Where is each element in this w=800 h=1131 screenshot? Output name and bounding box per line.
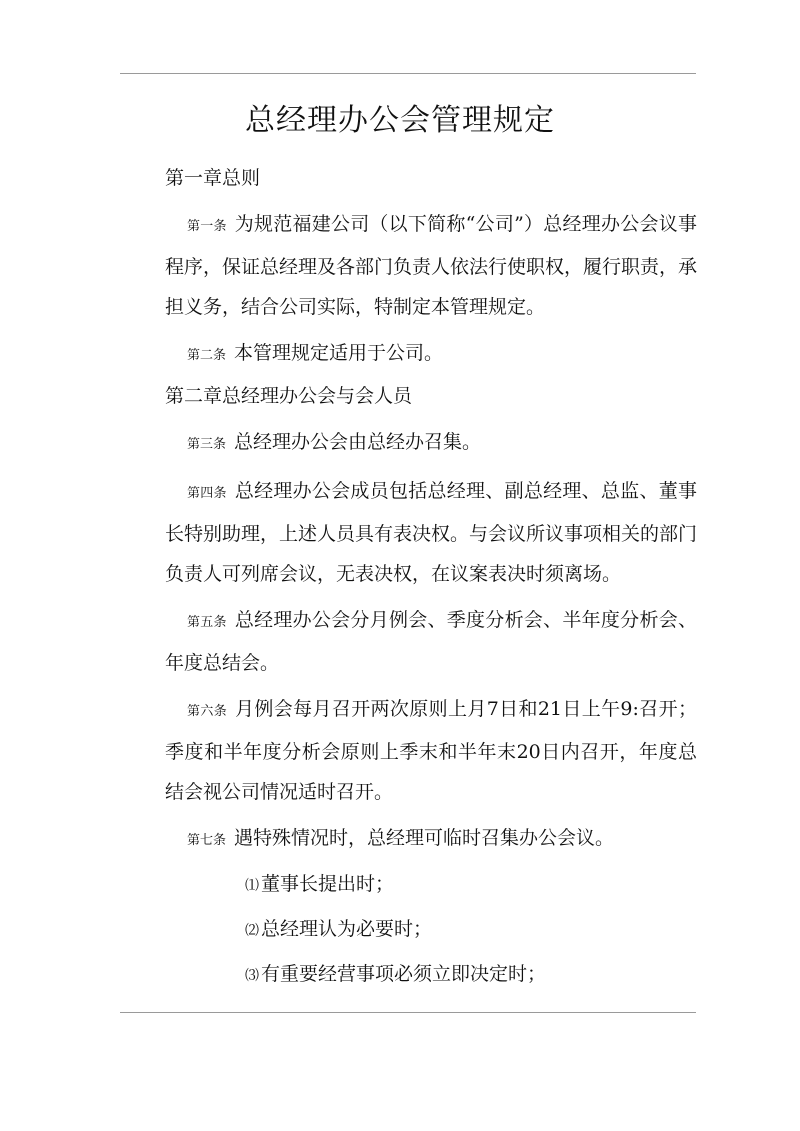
article-text: 总经理办公会成员包括总经理、副总经理、总监、董事长特别助理，上述人员具有表决权。与会议所议事项相关的部门负责人可列席会议，无表决权，在议案表决时须离场。 <box>165 480 698 585</box>
top-rule <box>120 73 696 74</box>
article-6 <box>165 689 697 812</box>
list-item-number: ⑵ <box>245 923 259 939</box>
list-item-number: ⑶ <box>245 968 259 984</box>
chapter-heading-1: 第一章总则 <box>165 167 261 189</box>
article-number: 第五条 <box>187 615 227 630</box>
article-7 <box>165 818 697 861</box>
list-item-number: ⑴ <box>245 878 259 894</box>
article-text: 为规范福建公司（以下简称“公司”）总经理办公会议事程序，保证总经理及各部门负责人依法行使职权，履行职责，承担义务，结合公司实际，特制定本管理规定。 <box>165 213 698 318</box>
article-1 <box>165 204 697 327</box>
list-item <box>165 864 697 906</box>
article-number: 第七条 <box>187 833 227 848</box>
article-number: 第四条 <box>187 486 227 501</box>
list-item-text: 有重要经营事项必须立即决定时； <box>261 963 547 985</box>
document-body <box>165 158 697 996</box>
article-text: 月例会每月召开两次原则上月7日和21日上午9:召开；季度和半年度分析会原则上季末和半年末20日内召开，年度总结会视公司情况适时召开。 <box>165 698 697 803</box>
bottom-rule <box>120 1012 696 1013</box>
list-item-text: 董事长提出时； <box>261 873 395 895</box>
article-number: 第六条 <box>187 704 228 719</box>
article-number: 第二条 <box>187 348 227 363</box>
article-3 <box>165 422 697 465</box>
document-title: 总经理办公会管理规定 <box>245 103 555 138</box>
article-text: 总经理办公会由总经办召集。 <box>234 431 482 453</box>
article-text: 遇特殊情况时，总经理可临时召集办公会议。 <box>234 827 615 849</box>
article-text: 总经理办公会分月例会、季度分析会、半年度分析会、年度总结会。 <box>165 609 697 674</box>
article-2 <box>165 333 697 376</box>
chapter-heading-2: 第二章总经理办公会与会人员 <box>165 385 413 407</box>
list-item-text: 总经理认为必要时； <box>261 918 433 940</box>
list-item <box>165 954 697 996</box>
list-item <box>165 909 697 951</box>
article-5 <box>165 600 697 683</box>
article-4 <box>165 471 697 594</box>
article-number: 第一条 <box>187 219 227 234</box>
article-text: 本管理规定适用于公司。 <box>234 342 444 364</box>
article-number: 第三条 <box>187 437 227 452</box>
